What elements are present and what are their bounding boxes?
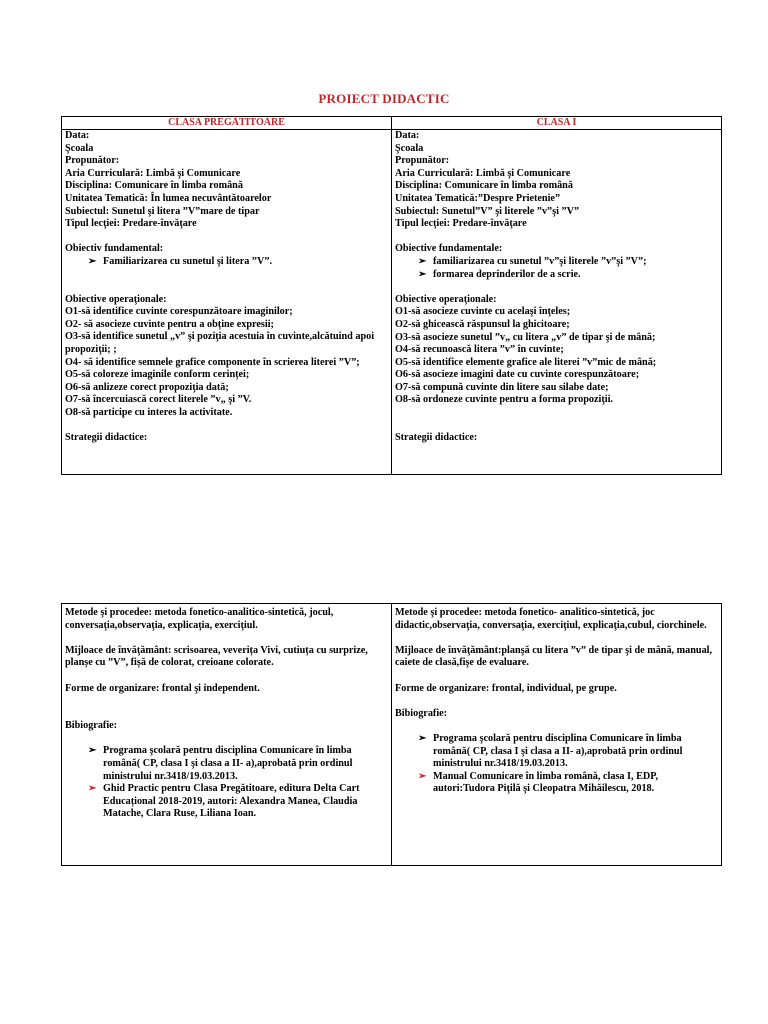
- tipul-lectiei: Tipul lecţiei: Predare-învăţare: [395, 218, 527, 230]
- bibliografie-label: Bibiografie:: [395, 707, 448, 719]
- unitatea-tematica: Unitatea Tematică:”Despre Prietenie”: [395, 192, 561, 204]
- list-item: O3-să identifice sunetul „v” şi poziţia acestuia în cuvinte,alcătuind apoi propoziţii; ;: [65, 331, 375, 355]
- left-bottom-cell: [62, 604, 392, 866]
- subiectul: Subiectul: Sunetul şi litera ”V”mare de tipar: [65, 205, 260, 217]
- metode-procedee: Metode şi procedee: metoda fonetico- analitico-sintetică, joc didactic,observaţia, conversaţia, exerciţiul, explicaţia,cubul, ciorchinele.: [395, 607, 707, 631]
- list-item: O5-să coloreze imaginile conform cerinței;: [65, 369, 250, 381]
- objectives-operational-label: Obiective operaţionale:: [65, 293, 167, 305]
- metode-procedee: Metode şi procedee: metoda fonetico-analitico-sintetică, jocul, conversaţia,observaţia, explicaţia, exerciţiul.: [65, 607, 334, 631]
- mijloace-invatamant: Mijloace de învăţământ:planşă cu litera ”v” de tipar şi de mână, manual, caiete de clasă,fişe de evaluare.: [395, 644, 713, 669]
- objectives-fundamental-label: Obiective fundamentale:: [395, 243, 503, 255]
- list-item: ➢ Ghid Practic pentru Clasa Pregătitoare, editura Delta Cart Educațional 2018-2019, autori: Alexandra Manea, Claudia Matache, Clara Ruse, Liliana Ioan.: [88, 783, 360, 820]
- list-item: O4-să recunoască litera ”v” în cuvinte;: [395, 344, 564, 356]
- list-item: ➢ familiarizarea cu sunetul ”v”şi literele ”v”şi ”V”;: [418, 255, 647, 267]
- header-clasa-i: CLASA I: [392, 117, 722, 130]
- arrow-bullet-icon: ➢: [88, 255, 97, 267]
- list-item: O4- să identifice semnele grafice componente în scrierea literei ”V”;: [65, 356, 360, 368]
- right-top-cell: [392, 130, 722, 475]
- objectives-operational-label: Obiective operaţionale:: [395, 293, 497, 305]
- strategii-didactice-label: Strategii didactice:: [395, 432, 478, 444]
- list-item: O7-să compună cuvinte din litere sau silabe date;: [395, 381, 609, 393]
- arrow-bullet-icon: ➢: [418, 732, 427, 744]
- list-item: O6-să asocieze imagini date cu cuvinte corespunzătoare;: [395, 369, 640, 381]
- disciplina: Disciplina: Comunicare în limba română: [395, 180, 573, 192]
- list-item: O8-să participe cu interes la activitate.: [65, 406, 233, 418]
- arrow-bullet-icon: ➢: [418, 770, 427, 782]
- list-item: ➢ Programa şcolară pentru disciplina Comunicare în limba română( CP, clasa I şi clasa a II- a),aprobată prin ordinul ministrului nr.3418/19.03.2013.: [418, 732, 683, 770]
- list-item: O7-să încercuiască corect literele ”v„ şi ”V.: [65, 394, 252, 406]
- list-item: ➢ formarea deprinderilor de a scrie.: [418, 268, 581, 280]
- list-item: O1-să identifice cuvinte corespunzătoare imaginilor;: [65, 306, 293, 318]
- list-item: ➢ Familiarizarea cu sunetul şi litera ”V”.: [88, 255, 273, 267]
- objective-fundamental-label: Obiectiv fundamental:: [65, 243, 164, 255]
- propunator-label: Propunător:: [65, 155, 120, 167]
- data-label: Data:: [395, 130, 420, 141]
- left-top-cell: [62, 130, 392, 475]
- forme-organizare: Forme de organizare: frontal, individual, pe grupe.: [395, 682, 617, 694]
- page-title: PROIECT DIDACTIC: [318, 91, 450, 106]
- list-item: ➢ Manual Comunicare în limba română, clasa I, EDP, autori:Tudora Piţilă şi Cleopatra Mihăilescu, 2018.: [418, 770, 659, 795]
- list-item: O8-să ordoneze cuvinte pentru a forma propoziţii.: [395, 394, 613, 406]
- top-table: [61, 116, 722, 475]
- strategii-didactice-label: Strategii didactice:: [65, 432, 148, 444]
- header-clasa-pregatitoare: CLASA PREGĂTITOARE: [62, 117, 392, 130]
- unitatea-tematica: Unitatea Tematică: În lumea necuvântătoarelor: [65, 192, 272, 204]
- list-item: O3-să asocieze sunetul ”v„ cu litera „v” de tipar şi de mână;: [395, 331, 656, 343]
- disciplina: Disciplina: Comunicare în limba română: [65, 180, 243, 192]
- tipul-lectiei: Tipul lecţiei: Predare-învăţare: [65, 218, 197, 230]
- forme-organizare: Forme de organizare: frontal şi independent.: [65, 682, 260, 694]
- scoala-label: Şcoala: [65, 142, 94, 154]
- right-bottom-cell: [392, 604, 722, 866]
- list-item: O2- să asocieze cuvinte pentru a obține expresii;: [65, 318, 274, 330]
- list-item: ➢ Programa şcolară pentru disciplina Comunicare în limba română( CP, clasa I şi clasa a II- a),aprobată prin ordinul ministrului nr.3418/19.03.2013.: [88, 745, 353, 782]
- propunator-label: Propunător:: [395, 155, 450, 167]
- arrow-bullet-icon: ➢: [418, 268, 427, 280]
- list-item: O2-să ghicească răspunsul la ghicitoare;: [395, 318, 570, 330]
- aria-curriculara: Aria Curriculară: Limbă şi Comunicare: [395, 167, 571, 179]
- bibliografie-label: Bibiografie:: [65, 720, 118, 732]
- list-item: O1-să asocieze cuvinte cu acelaşi înţeles;: [395, 306, 571, 318]
- mijloace-invatamant: Mijloace de învăţământ: scrisoarea, veverița Vivi, cutiuța cu surprize, planșe cu ”V”, fișă de colorat, creioane colorate.: [65, 644, 368, 669]
- subiectul: Subiectul: Sunetul”V” şi literele ”v”şi ”V”: [395, 205, 580, 217]
- list-item: O5-să identifice elemente grafice ale literei ”v”mic de mână;: [395, 356, 657, 368]
- list-item: O6-să anlizeze corect propoziţia dată;: [65, 381, 229, 393]
- arrow-bullet-icon: ➢: [88, 783, 97, 795]
- scoala-label: Şcoala: [395, 142, 424, 154]
- data-label: Data:: [65, 130, 90, 141]
- aria-curriculara: Aria Curriculară: Limbă şi Comunicare: [65, 167, 241, 179]
- arrow-bullet-icon: ➢: [418, 255, 427, 267]
- bottom-table: [61, 603, 722, 866]
- arrow-bullet-icon: ➢: [88, 745, 97, 757]
